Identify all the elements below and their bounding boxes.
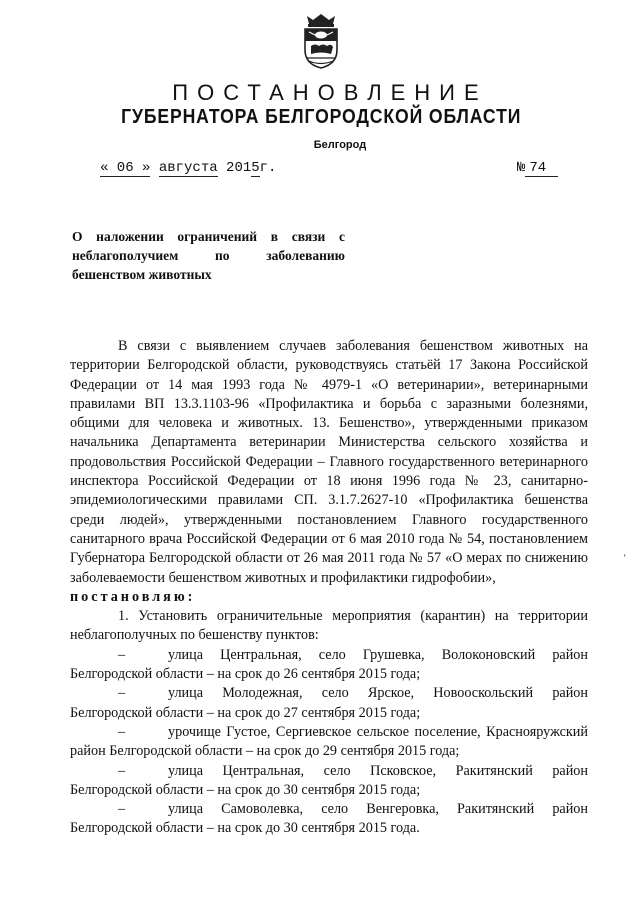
dash-marker: – <box>118 685 126 702</box>
dash-marker: – <box>118 762 126 779</box>
date-year-suffix: г. <box>259 160 277 176</box>
date-day: 06 <box>108 160 143 176</box>
list-item-text: улица Центральная, село Псковское, Ракитянский район Белгородской области – на срок до 30 сентября 2015 года; <box>70 762 588 798</box>
date-month: августа <box>158 160 218 176</box>
list-item-text: урочище Густое, Сергиевское сельское поселение, Краснояружский район Белгородской области – на срок до 29 сентября 2015 года; <box>70 723 588 760</box>
dash-marker: – <box>118 723 126 740</box>
issuer-title: ГУБЕРНАТОРА БЕЛГОРОДСКОЙ ОБЛАСТИ <box>121 106 522 128</box>
date-open-quote: « <box>100 160 109 176</box>
margin-mark-icon: ʻ <box>623 553 627 564</box>
clause-1: 1. Установить ограничительные мероприятия (карантин) на территории неблагополучных по бешенству пунктов: <box>70 608 588 644</box>
resolve-word: постановляю: <box>70 588 196 605</box>
list-item <box>70 646 588 685</box>
number-value: 74 <box>525 160 558 177</box>
list-item-text: улица Самоволевка, село Венгеровка, Ракитянский район Белгородской области – на срок до 30 сентября 2015 года. <box>70 801 588 837</box>
date-close-quote: » <box>142 160 151 176</box>
list-item <box>70 800 588 839</box>
document-title: ПОСТАНОВЛЕНИЕ <box>172 80 488 105</box>
city-label: Белгород <box>313 139 367 151</box>
document-number <box>517 160 558 177</box>
date-year-prefix: 201 <box>217 160 252 176</box>
list-item <box>70 723 588 762</box>
dash-marker: – <box>118 801 126 818</box>
date-year-digit: 5 <box>251 160 260 176</box>
list-item <box>70 762 588 801</box>
list-item-text: улица Центральная, село Грушевка, Волоконовский район Белгородской области – на срок до 26 сентября 2015 года; <box>70 646 588 683</box>
dash-marker: – <box>118 646 126 663</box>
document-subject: О наложении ограничений в связи с неблагополучием по заболеванию бешенством животных <box>72 229 345 282</box>
document-date <box>100 160 276 177</box>
document-body <box>70 337 588 839</box>
list-item-text: улица Молодежная, село Ярское, Новооскольский район Белгородской области – на срок до 27 сентября 2015 года; <box>70 685 588 721</box>
preamble-paragraph: В связи с выявлением случаев заболевания бешенством животных на территории Белгородской области, руководствуясь статьёй 17 Закона Российской Федерации от 14 мая 1993 года № 4979-1 «О ветеринарии», ветеринарными правилами ВП 13.3.1103-96 «Профилактика и борьба с заразными болезнями, общими для человека и животных. 13. Бешенство», утвержденными приказом начальника Департамента ветеринарии Министерства сельского хозяйства и продовольствия Российской Федерации – Главного государственного ветеринарного инспектора Российской Федерации от 18 июня 1996 года № 23, санитарно-эпидемиологическими правилами СП. 3.1.7.2627-10 «Профилактика бешенства среди людей», утвержденными постановлением Главного государственного санитарного врача Российской Федерации от 6 мая 2010 года № 54, постановлением Губернатора Белгородской области от 26 мая 2011 года № 57 «О мерах по снижению заболеваемости бешенством животных и профилактики гидрофобии», <box>70 338 588 586</box>
list-item <box>70 684 588 723</box>
coat-of-arms-emblem <box>299 10 343 70</box>
number-label: № <box>517 160 526 176</box>
